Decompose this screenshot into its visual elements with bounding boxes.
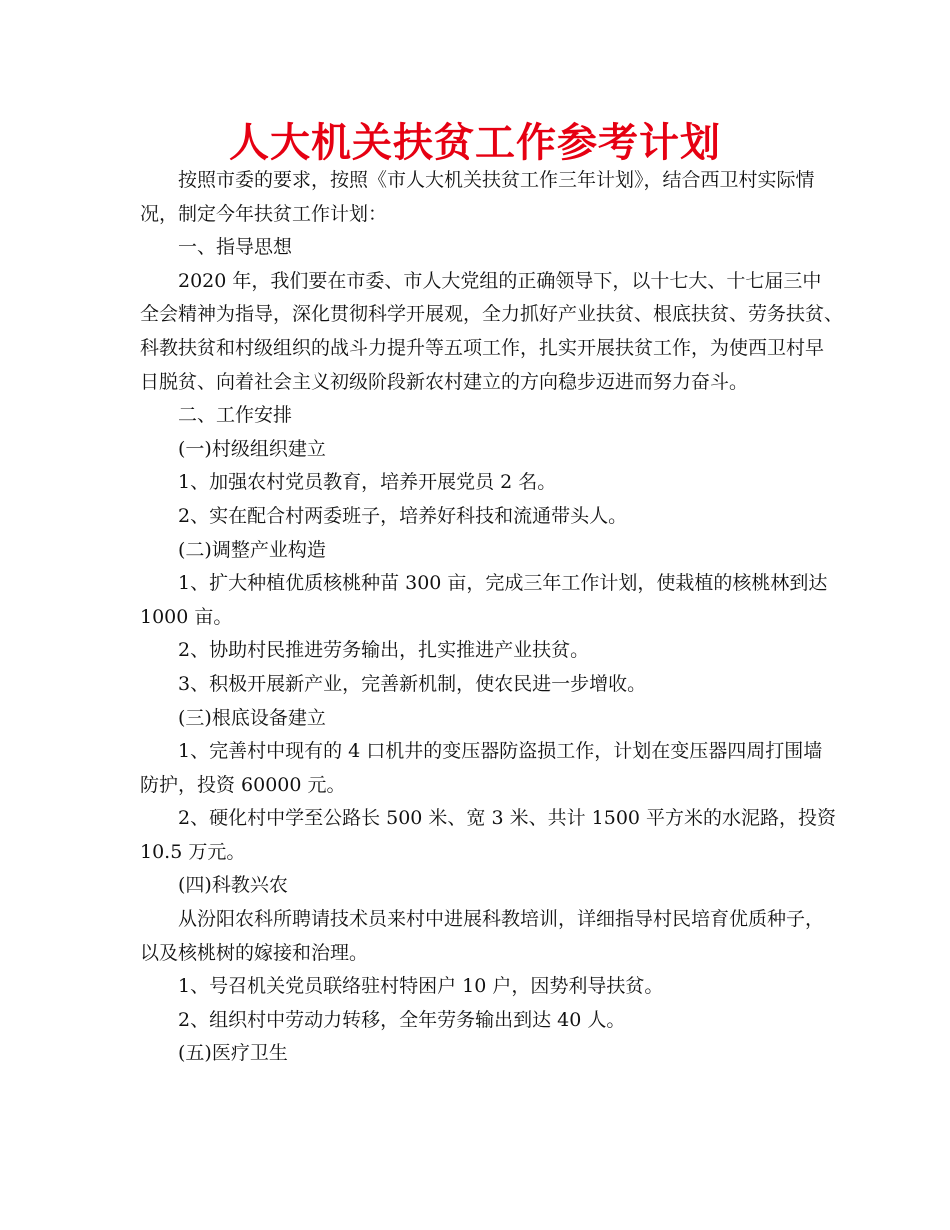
list-item: 1、号召机关党员联络驻村特困户 10 户，因势利导扶贫。 xyxy=(178,975,664,998)
subsection-heading: (四)科教兴农 xyxy=(178,874,288,897)
list-item-continuation: 防护，投资 60000 元。 xyxy=(140,773,346,796)
list-item: 2、硬化村中学至公路长 500 米、宽 3 米、共计 1500 平方米的水泥路，投资 xyxy=(178,807,837,830)
paragraph-line: 以及核桃树的嫁接和治理。 xyxy=(140,941,369,964)
paragraph-line: 2020 年，我们要在市委、市人大党组的正确领导下，以十七大、十七届三中 xyxy=(178,269,822,292)
subsection-heading: (五)医疗卫生 xyxy=(178,1042,288,1065)
paragraph-line: 从汾阳农科所聘请技术员来村中进展科教培训，详细指导村民培育优质种子， xyxy=(178,908,825,931)
section-heading: 一、指导思想 xyxy=(178,236,293,259)
document-title: 人大机关扶贫工作参考计划 xyxy=(229,120,721,166)
paragraph-line: 况，制定今年扶贫工作计划： xyxy=(140,202,388,225)
subsection-heading: (二)调整产业构造 xyxy=(178,538,326,561)
subsection-heading: (一)村级组织建立 xyxy=(178,437,326,460)
list-item: 2、组织村中劳动力转移，全年劳务输出到达 40 人。 xyxy=(178,1008,626,1031)
paragraph-line: 日脱贫、向着社会主义初级阶段新农村建立的方向稳步迈进而努力奋斗。 xyxy=(140,370,749,393)
list-item-continuation: 10.5 万元。 xyxy=(140,840,246,863)
list-item: 3、积极开展新产业，完善新机制，使农民进一步增收。 xyxy=(178,672,647,695)
list-item: 1、完善村中现有的 4 口机井的变压器防盗损工作，计划在变压器四周打围墙 xyxy=(178,740,823,763)
section-heading: 二、工作安排 xyxy=(178,404,293,427)
list-item: 1、加强农村党员教育，培养开展党员 2 名。 xyxy=(178,471,557,494)
document-body xyxy=(140,164,844,1071)
list-item-continuation: 1000 亩。 xyxy=(140,605,233,628)
list-item: 1、扩大种植优质核桃种苗 300 亩，完成三年工作计划，使栽植的核桃林到达 xyxy=(178,572,828,595)
paragraph-line: 全会精神为指导，深化贯彻科学开展观，全力抓好产业扶贫、根底扶贫、劳务扶贫、 xyxy=(140,303,844,326)
paragraph-line: 按照市委的要求，按照《市人大机关扶贫工作三年计划》，结合西卫村实际情 xyxy=(178,169,815,191)
subsection-heading: (三)根底设备建立 xyxy=(178,706,326,729)
list-item: 2、协助村民推进劳务输出，扎实推进产业扶贫。 xyxy=(178,639,590,662)
list-item: 2、实在配合村两委班子，培养好科技和流通带头人。 xyxy=(178,504,628,527)
paragraph-line: 科教扶贫和村级组织的战斗力提升等五项工作，扎实开展扶贫工作，为使西卫村早 xyxy=(140,336,825,359)
